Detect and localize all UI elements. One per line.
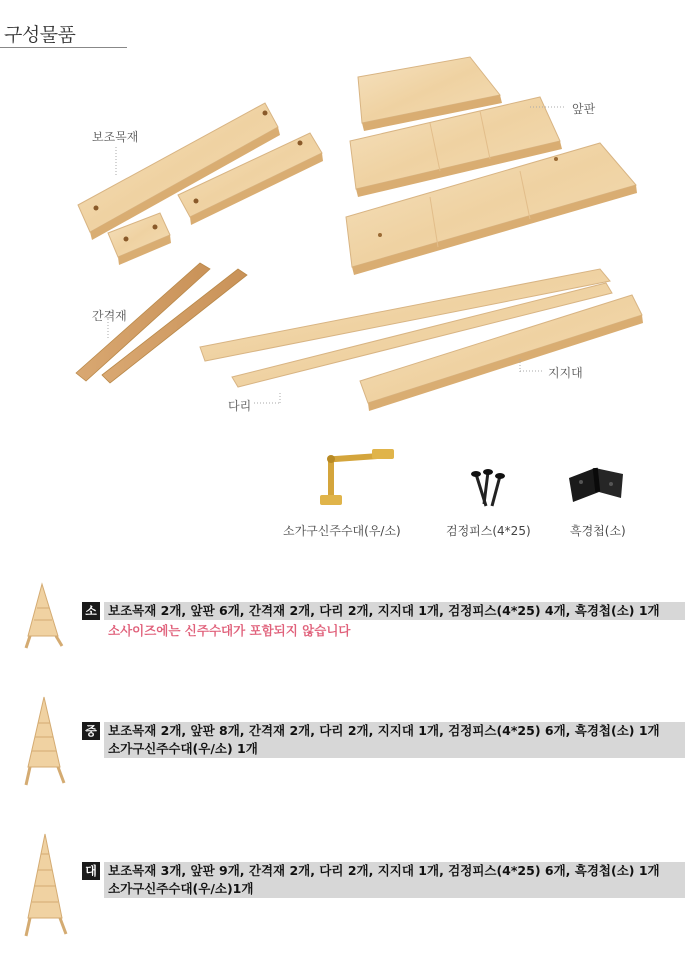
tree-medium-image (20, 693, 68, 788)
leg-and-support-boards (200, 269, 643, 411)
tree-large-image (20, 830, 70, 940)
black-hinge-image (565, 464, 629, 506)
size-small (20, 580, 685, 650)
title-underline (0, 47, 127, 48)
brass-stay-image (310, 445, 400, 515)
label-support: 지지대 (548, 366, 583, 380)
label-auxiliary: 보조목재 (92, 130, 139, 144)
size-medium-contents: 보조목재 2개, 앞판 8개, 간격재 2개, 다리 2개, 지지대 1개, 검정피스(4*25) 6개, 흑경첩(소) 1개 (104, 722, 685, 740)
size-badge-large: 대 (82, 862, 100, 880)
size-badge-small: 소 (82, 602, 100, 620)
size-small-contents: 보조목재 2개, 앞판 6개, 간격재 2개, 다리 2개, 지지대 1개, 검정피스(4*25) 4개, 흑경첩(소) 1개 (104, 602, 685, 620)
label-spacer: 간격재 (92, 309, 127, 323)
size-medium (20, 693, 685, 788)
label-hinge-stay: 소가구신주수대(우/소) (283, 524, 401, 538)
size-large-extra: 소가구신주수대(우/소)1개 (104, 880, 685, 898)
label-black-hinge: 흑경첩(소) (570, 524, 626, 538)
label-black-screw: 검정피스(4*25) (446, 524, 531, 538)
tree-small-image (20, 580, 68, 650)
label-leg: 다리 (228, 399, 252, 413)
size-small-note: 소사이즈에는 신주수대가 포함되지 않습니다 (108, 623, 351, 638)
label-front-panel: 앞판 (572, 102, 596, 116)
size-medium-extra: 소가구신주수대(우/소) 1개 (104, 740, 685, 758)
size-badge-medium: 중 (82, 722, 100, 740)
section-title: 구성물품 (4, 24, 76, 46)
black-screws-image (462, 468, 512, 510)
size-large (20, 830, 685, 940)
size-large-contents: 보조목재 3개, 앞판 9개, 간격재 2개, 다리 2개, 지지대 1개, 검정피스(4*25) 6개, 흑경첩(소) 1개 (104, 862, 685, 880)
front-panels (346, 57, 637, 275)
